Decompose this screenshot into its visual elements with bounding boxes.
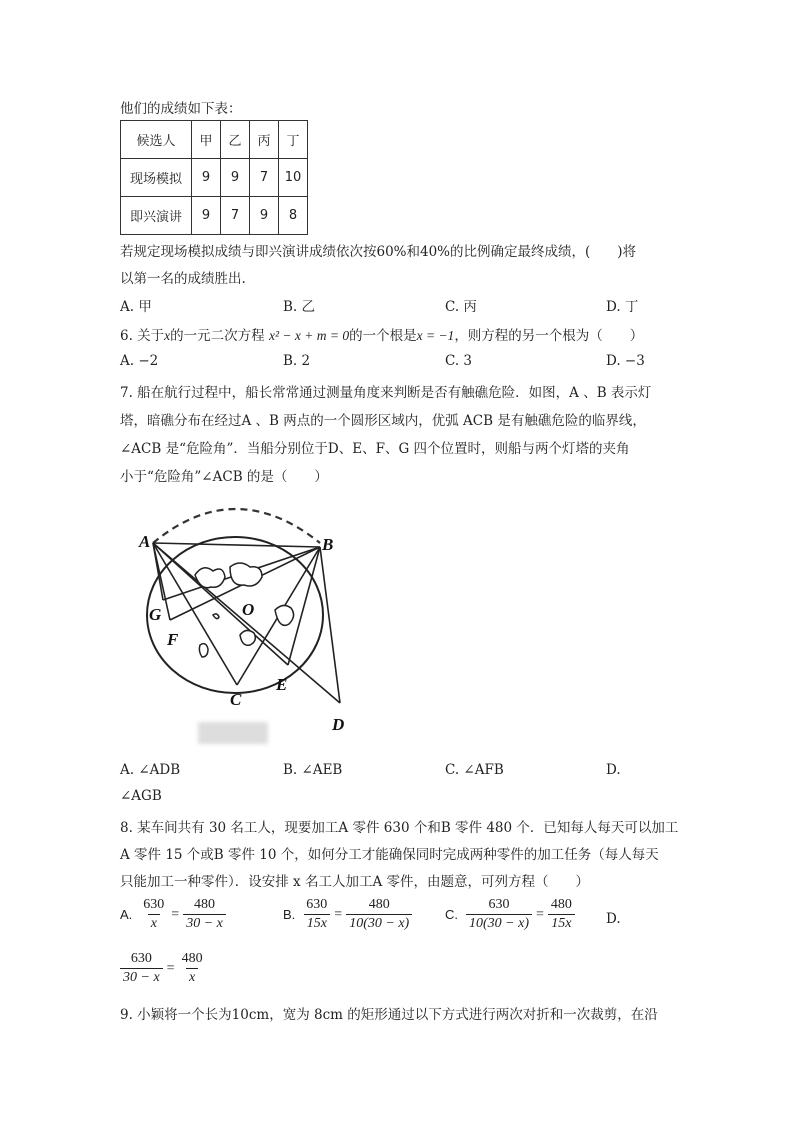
q6-option-d[interactable]: D. −3	[606, 353, 645, 369]
numerator: 480	[194, 897, 216, 912]
q5-option-b[interactable]: B. 乙	[283, 299, 316, 315]
intro-text: 他们的成绩如下表：	[120, 101, 242, 117]
score-table	[120, 120, 308, 235]
lighthouse-reef-figure	[135, 505, 365, 750]
q6-mid: 的一元二次方程	[170, 328, 265, 344]
numerator: 480	[368, 897, 390, 912]
label-d: D	[332, 715, 345, 734]
q6-option-a[interactable]: A. −2	[120, 353, 159, 369]
q6-option-b[interactable]: B. 2	[283, 353, 311, 369]
fraction	[120, 950, 163, 987]
table-cell: 7	[250, 159, 279, 197]
table-row	[121, 159, 308, 197]
numerator: 630	[488, 897, 510, 912]
denominator: 15x	[304, 914, 330, 933]
q5-option-c[interactable]: C. 丙	[445, 299, 477, 315]
table-row	[121, 197, 308, 235]
equals-sign: =	[536, 906, 544, 922]
numerator: 630	[143, 897, 165, 912]
label-a: A	[139, 532, 151, 551]
q8-option-a-label: A.	[120, 907, 133, 922]
q5-line2: 以第一名的成绩胜出.	[120, 271, 246, 287]
label-f: F	[167, 630, 179, 649]
q6-suffix: ，则方程的另一个根为（ ）	[454, 328, 644, 344]
fraction	[140, 896, 167, 933]
fraction	[303, 896, 330, 933]
q8-option-d[interactable]	[120, 950, 206, 987]
denominator: 30 − x	[183, 914, 226, 933]
numerator: 630	[130, 951, 152, 966]
table-header-cell: 丙	[250, 121, 279, 159]
table-cell: 10	[279, 159, 308, 197]
q8-option-c[interactable]	[445, 896, 575, 933]
q5-line1: 若规定现场模拟成绩与即兴演讲成绩依次按60%和40%的比例确定最终成绩，( )将	[120, 244, 637, 260]
denominator: 10(30 − x)	[466, 914, 532, 933]
label-e: E	[276, 675, 288, 694]
q6-prefix: 6. 关于	[120, 328, 165, 344]
table-header-cell: 候选人	[121, 121, 192, 159]
q7-option-a[interactable]: A. ∠ADB	[120, 762, 181, 778]
fraction	[466, 896, 532, 933]
q8-option-a[interactable]	[120, 896, 226, 933]
label-b: B	[322, 535, 334, 554]
q6-equation: x² − x + m = 0	[268, 328, 350, 343]
fraction	[548, 896, 575, 933]
numerator: 480	[550, 897, 572, 912]
denominator: x	[186, 968, 198, 987]
label-g: G	[149, 605, 162, 624]
q7-option-d-wrap: ∠AGB	[120, 788, 162, 804]
label-c: C	[230, 690, 242, 709]
q8-line3: 只能加工一种零件）．设安排 x 名工人加工A 零件，由题意，可列方程（ ）	[120, 874, 589, 890]
q7-line4: 小于“危险角”∠ACB 的是（ ）	[120, 469, 328, 485]
q7-option-b[interactable]: B. ∠AEB	[283, 762, 343, 778]
q6-stem	[120, 324, 643, 344]
table-cell: 9	[192, 159, 221, 197]
label-o: O	[242, 600, 255, 619]
q6-var: x	[164, 328, 171, 343]
table-cell: 9	[250, 197, 279, 235]
table-header-row	[121, 121, 308, 159]
table-cell: 即兴演讲	[121, 197, 192, 235]
q9-line1: 9. 小颖将一个长为10cm，宽为 8cm 的矩形通过以下方式进行两次对折和一次裁剪，在沿	[120, 1007, 658, 1023]
q6-root: x = −1	[416, 328, 455, 343]
table-cell: 7	[221, 197, 250, 235]
fraction	[183, 896, 226, 933]
fraction	[179, 950, 206, 987]
denominator: 30 − x	[120, 968, 163, 987]
q8-option-d-label[interactable]: D.	[606, 911, 621, 927]
table-header-cell: 丁	[279, 121, 308, 159]
q8-option-b-label: B.	[283, 907, 296, 922]
denominator: 15x	[548, 914, 574, 933]
q8-line2: A 零件 15 个或B 零件 10 个，如何分工才能确保同时完成两种零件的加工任务（每人每天	[120, 847, 659, 863]
equals-sign: =	[171, 906, 180, 922]
q7-option-c[interactable]: C. ∠AFB	[445, 762, 504, 778]
q5-option-d[interactable]: D. 丁	[606, 299, 639, 315]
equals-sign: =	[334, 906, 343, 922]
table-header-cell: 甲	[192, 121, 221, 159]
q8-line1: 8. 某车间共有 30 名工人，现要加工A 零件 630 个和B 零件 480 个．已知每人每天可以加工	[120, 820, 679, 836]
denominator: x	[148, 914, 160, 933]
q5-option-a[interactable]: A. 甲	[120, 299, 152, 315]
q7-line1: 7. 船在航行过程中，船长常常通过测量角度来判断是否有触礁危险．如图，A 、B 表示灯	[120, 385, 652, 401]
denominator: 10(30 − x)	[346, 914, 412, 933]
equals-sign: =	[166, 960, 175, 976]
q6-option-c[interactable]: C. 3	[445, 353, 473, 369]
q7-line3: ∠ACB 是“危险角”．当船分别位于D、E、F、G 四个位置时，则船与两个灯塔的夹角	[120, 441, 630, 457]
q7-option-d[interactable]: D.	[606, 762, 621, 778]
table-cell: 9	[221, 159, 250, 197]
table-cell: 9	[192, 197, 221, 235]
q6-mid2: 的一个根是	[349, 328, 417, 344]
q7-line2: 塔，暗礁分布在经过A 、B 两点的一个圆形区域内，优弧 ACB 是有触礁危险的临界线，	[120, 413, 646, 429]
table-cell: 8	[279, 197, 308, 235]
watermark-smudge	[198, 722, 268, 744]
numerator: 630	[306, 897, 328, 912]
q8-option-b[interactable]	[283, 896, 412, 933]
q8-option-c-label: C.	[445, 907, 458, 922]
fraction	[346, 896, 412, 933]
table-header-cell: 乙	[221, 121, 250, 159]
table-cell: 现场模拟	[121, 159, 192, 197]
numerator: 480	[181, 951, 203, 966]
